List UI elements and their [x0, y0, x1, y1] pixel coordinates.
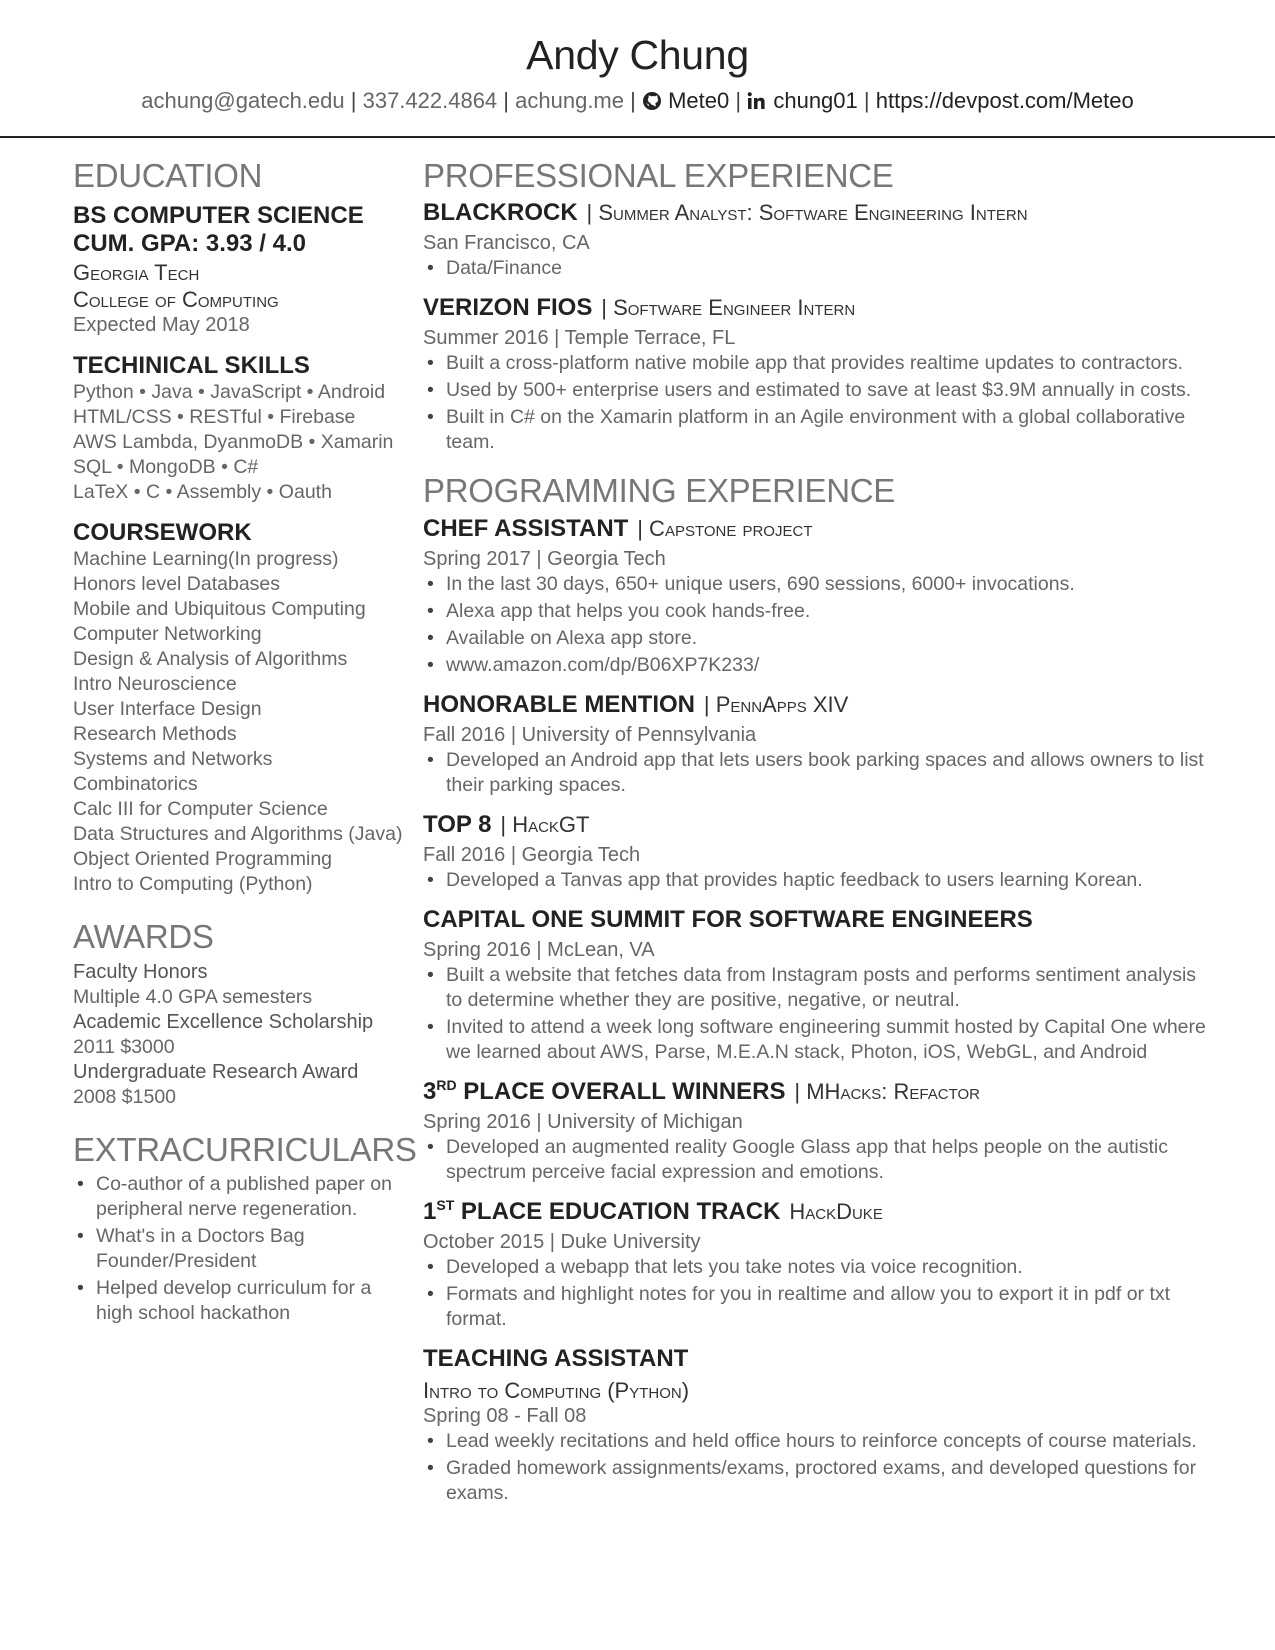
- entry-bullets: [423, 1429, 1213, 1506]
- extracurricular-line: • Co-author of a published paper on: [96, 1172, 392, 1195]
- professional-heading: PROFESSIONAL EXPERIENCE: [423, 157, 894, 194]
- course-item: Machine Learning(In progress): [73, 548, 339, 571]
- course-item: Intro Neuroscience: [73, 673, 237, 696]
- award-detail: 2008 $1500: [73, 1085, 177, 1108]
- entry-title-text: HONORABLE MENTION: [423, 690, 695, 718]
- bullet-item: • Formats and highlight notes for you in realtime and allow you to export it in pdf or txt format.: [423, 1282, 1213, 1332]
- entry-meta: Spring 2016 | University of Michigan: [423, 1110, 743, 1133]
- entry-title-text: TOP 8: [423, 810, 492, 838]
- entry-role: | Summer Analyst: Software Engineering Intern: [586, 200, 1028, 226]
- skill-line: LaTeX • C • Assembly • Oauth: [73, 481, 332, 504]
- entry-rank: 3: [423, 1077, 437, 1105]
- degree: BS COMPUTER SCIENCE: [73, 202, 364, 230]
- separator: |: [630, 88, 636, 113]
- entry-title: [423, 515, 628, 542]
- education-heading: EDUCATION: [73, 157, 263, 194]
- entry-heading: [423, 1197, 1213, 1230]
- skill-line: AWS Lambda, DyanmoDB • Xamarin: [73, 431, 394, 454]
- expected-graduation: Expected May 2018: [73, 314, 250, 337]
- experience-entry: [423, 1077, 1213, 1185]
- entry-title: [423, 1078, 786, 1105]
- course-item: Design & Analysis of Algorithms: [73, 648, 348, 671]
- award-name: Undergraduate Research Award: [73, 1060, 359, 1083]
- extracurriculars-heading: EXTRACURRICULARS: [73, 1130, 417, 1168]
- entry-meta: Fall 2016 | Georgia Tech: [423, 843, 641, 866]
- entry-meta: Summer 2016 | Temple Terrace, FL: [423, 327, 736, 350]
- course-item: Honors level Databases: [73, 573, 281, 596]
- github-icon: [642, 91, 662, 111]
- entry-rank-suffix: ST: [436, 1196, 455, 1213]
- course-item: Computer Networking: [73, 623, 262, 646]
- experience-entry: [423, 1197, 1213, 1332]
- awards-list: [73, 960, 413, 1110]
- entry-bullets: [423, 1255, 1213, 1332]
- bullet-item: • Built in C# on the Xamarin platform in an Agile environment with a global collaborative team.: [423, 405, 1213, 455]
- award-name: Faculty Honors: [73, 960, 208, 983]
- gpa: CUM. GPA: 3.93 / 4.0: [73, 230, 306, 258]
- experience-entry: [423, 810, 1213, 893]
- award-detail: 2011 $3000: [73, 1035, 175, 1058]
- bullet-item: • Available on Alexa app store.: [423, 626, 1213, 651]
- bullet-item: • Developed an augmented reality Google Glass app that helps people on the autistic spectrum perceive facial expression and emotions.: [423, 1135, 1213, 1185]
- award-name: Academic Excellence Scholarship: [73, 1010, 374, 1033]
- entry-meta: San Francisco, CA: [423, 232, 590, 255]
- awards-heading: AWARDS: [73, 918, 214, 956]
- bullet-item: • Developed a webapp that lets you take notes via voice recognition.: [423, 1255, 1213, 1280]
- course-item: Mobile and Ubiquitous Computing: [73, 598, 366, 621]
- extracurriculars-list: [73, 1172, 413, 1326]
- right-column: [423, 158, 1213, 1508]
- devpost-link[interactable]: https://devpost.com/Meteo: [875, 88, 1134, 113]
- entry-bullets: [423, 868, 1213, 893]
- entry-title-text: VERIZON FIOS: [423, 294, 593, 322]
- separator: |: [735, 88, 742, 113]
- experience-entry: [423, 198, 1213, 281]
- course-item: Intro to Computing (Python): [73, 873, 313, 896]
- course-item: Research Methods: [73, 723, 237, 746]
- entry-heading: [423, 514, 1213, 547]
- entry-role: | HackGT: [500, 811, 590, 837]
- entry-meta: Spring 2017 | Georgia Tech: [423, 547, 666, 570]
- entry-title: [423, 811, 491, 838]
- bullet-item: • www.amazon.com/dp/B06XP7K233/: [423, 653, 1213, 678]
- extracurricular-item: [73, 1172, 413, 1222]
- experience-entry: [423, 690, 1213, 798]
- bullet-item: • Invited to attend a week long software engineering summit hosted by Capital One where we learned about AWS, Parse, M.E.A.N stack, Photon, iOS, WebGL, and Android: [423, 1015, 1213, 1065]
- entry-heading: [423, 1344, 1213, 1377]
- contact-line: [0, 88, 1275, 114]
- bullet-item: • Developed a Tanvas app that provides haptic feedback to users learning Korean.: [423, 868, 1213, 893]
- programming-list: [423, 514, 1213, 1506]
- entry-title-text: BLACKROCK: [423, 199, 578, 227]
- skill-line: SQL • MongoDB • C#: [73, 456, 259, 479]
- bullet-item: • Built a website that fetches data from Instagram posts and performs sentiment analysis to determine whether they are positive, negative, or neutral.: [423, 963, 1213, 1013]
- github-username[interactable]: Mete0: [668, 88, 730, 113]
- bullet-item: • In the last 30 days, 650+ unique users, 690 sessions, 6000+ invocations.: [423, 572, 1213, 597]
- entry-role: | MHacks: Refactor: [794, 1078, 980, 1104]
- entry-heading: [423, 293, 1213, 326]
- entry-heading: [423, 810, 1213, 843]
- entry-title-text: CAPITAL ONE SUMMIT FOR SOFTWARE ENGINEERS: [423, 905, 1033, 933]
- skill-line: Python • Java • JavaScript • Android: [73, 381, 386, 404]
- award-detail: Multiple 4.0 GPA semesters: [73, 985, 313, 1008]
- extracurricular-line: peripheral nerve regeneration.: [96, 1197, 358, 1220]
- course-item: User Interface Design: [73, 698, 262, 721]
- skill-line: HTML/CSS • RESTful • Firebase: [73, 406, 356, 429]
- entry-title-text: TEACHING ASSISTANT: [423, 1344, 689, 1372]
- programming-heading: PROGRAMMING EXPERIENCE: [423, 472, 895, 510]
- extracurricular-item: [73, 1224, 413, 1274]
- bullet-item: • Used by 500+ enterprise users and estimated to save at least $3.9M annually in costs.: [423, 378, 1213, 403]
- skills-list: [73, 380, 413, 505]
- extracurricular-line: • What's in a Doctors Bag: [96, 1224, 305, 1247]
- entry-heading: [423, 198, 1213, 231]
- extracurricular-line: Founder/President: [96, 1249, 257, 1272]
- linkedin-username[interactable]: chung01: [773, 88, 858, 113]
- separator: |: [350, 88, 357, 113]
- left-column: [73, 157, 417, 1328]
- bullet-item: • Built a cross-platform native mobile app that provides realtime updates to contractors.: [423, 351, 1213, 376]
- entry-title: [423, 906, 1033, 933]
- entry-bullets: [423, 256, 1213, 281]
- entry-meta: October 2015 | Duke University: [423, 1230, 701, 1253]
- course-item: Systems and Networks: [73, 748, 273, 771]
- entry-meta: Fall 2016 | University of Pennsylvania: [423, 723, 757, 746]
- entry-meta: Spring 08 - Fall 08: [423, 1404, 587, 1427]
- phone-number: 337.422.4864: [362, 88, 498, 113]
- email-link[interactable]: achung@gatech.edu: [141, 88, 345, 113]
- entry-role: | Software Engineer Intern: [601, 295, 856, 321]
- skills-heading: TECHINICAL SKILLS: [73, 352, 310, 380]
- entry-title-text: PLACE OVERALL WINNERS: [456, 1077, 786, 1105]
- entry-title: [423, 294, 592, 321]
- entry-rank-suffix: RD: [436, 1076, 457, 1093]
- course-item: Data Structures and Algorithms (Java): [73, 823, 403, 846]
- bullet-item: • Data/Finance: [423, 256, 1213, 281]
- course-item: Object Oriented Programming: [73, 848, 333, 871]
- entry-rank: 1: [423, 1197, 437, 1225]
- entry-bullets: [423, 748, 1213, 798]
- website-link[interactable]: achung.me: [515, 88, 624, 113]
- entry-bullets: [423, 351, 1213, 455]
- entry-heading: [423, 905, 1213, 938]
- entry-title: [423, 1345, 688, 1372]
- entry-title: [423, 1198, 780, 1225]
- entry-heading: [423, 1077, 1213, 1110]
- coursework-heading: COURSEWORK: [73, 519, 252, 547]
- entry-title-text: CHEF ASSISTANT: [423, 514, 629, 542]
- candidate-name: Andy Chung: [526, 32, 749, 78]
- linkedin-icon: [747, 91, 767, 111]
- professional-list: [423, 198, 1213, 455]
- entry-title: [423, 199, 578, 226]
- entry-subrole: Intro to Computing (Python): [423, 1377, 690, 1403]
- school-name: Georgia Tech: [73, 260, 200, 286]
- entry-bullets: [423, 963, 1213, 1065]
- experience-entry: [423, 1344, 1213, 1506]
- entry-bullets: [423, 1135, 1213, 1185]
- resume-header: [0, 0, 1275, 138]
- course-item: Combinatorics: [73, 773, 198, 796]
- entry-title-text: PLACE EDUCATION TRACK: [454, 1197, 781, 1225]
- extracurricular-item: [73, 1276, 413, 1326]
- bullet-item: • Lead weekly recitations and held office hours to reinforce concepts of course materials.: [423, 1429, 1213, 1454]
- course-item: Calc III for Computer Science: [73, 798, 328, 821]
- bullet-item: • Graded homework assignments/exams, proctored exams, and developed questions for exams.: [423, 1456, 1213, 1506]
- entry-role: HackDuke: [789, 1198, 883, 1224]
- entry-bullets: [423, 572, 1213, 678]
- entry-title: [423, 691, 695, 718]
- experience-entry: [423, 514, 1213, 678]
- entry-heading: [423, 690, 1213, 723]
- separator: |: [863, 88, 870, 113]
- separator: |: [503, 88, 510, 113]
- coursework-list: [73, 547, 413, 897]
- entry-meta: Spring 2016 | McLean, VA: [423, 938, 655, 961]
- bullet-item: • Developed an Android app that lets users book parking spaces and allows owners to list their parking spaces.: [423, 748, 1213, 798]
- experience-entry: [423, 293, 1213, 455]
- bullet-item: • Alexa app that helps you cook hands-free.: [423, 599, 1213, 624]
- entry-role: | Capstone project: [637, 515, 813, 541]
- extracurricular-line: • Helped develop curriculum for a: [96, 1276, 372, 1299]
- experience-entry: [423, 905, 1213, 1065]
- entry-role: | PennApps XIV: [703, 691, 849, 717]
- college-name: College of Computing: [73, 287, 279, 313]
- extracurricular-line: high school hackathon: [96, 1301, 291, 1324]
